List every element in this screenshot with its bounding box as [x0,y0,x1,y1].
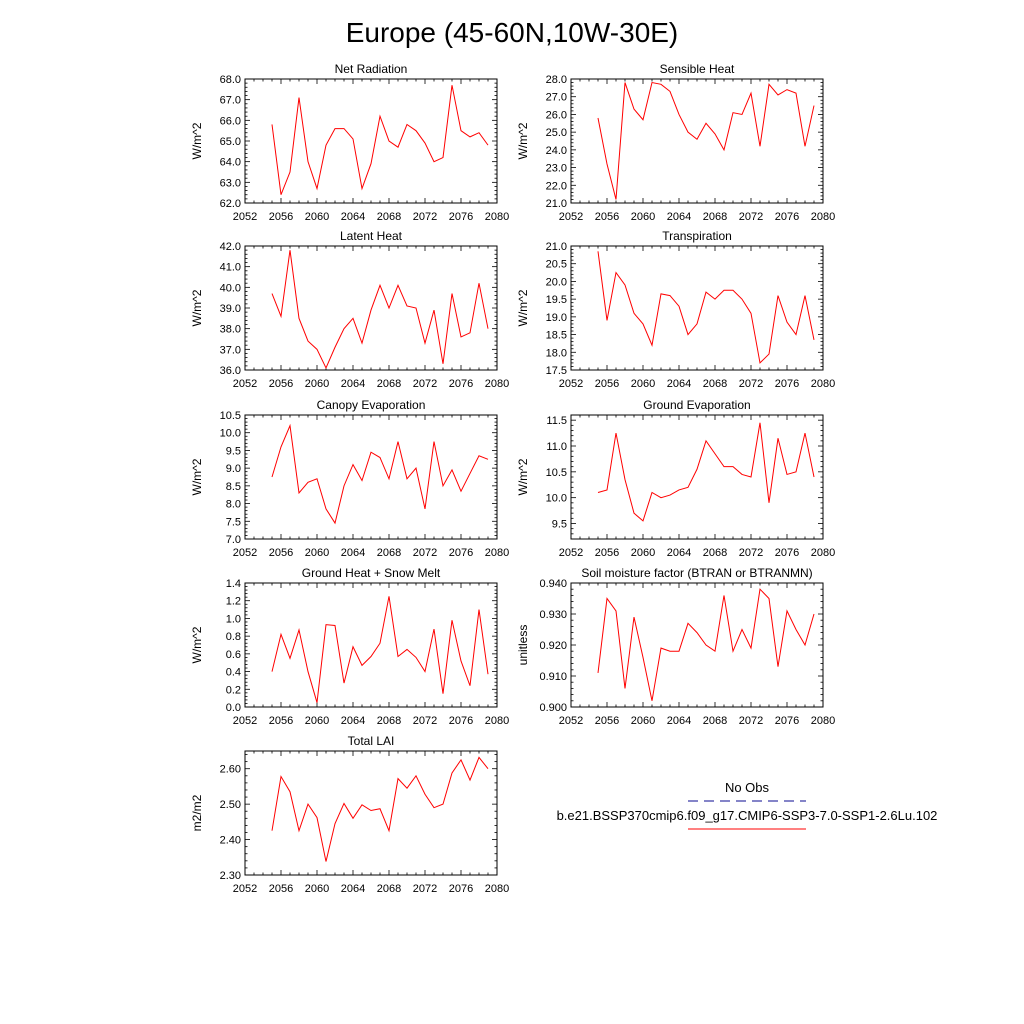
x-tick-label: 2056 [268,378,294,390]
y-tick-label: 19.0 [545,311,567,324]
x-tick-label: 2056 [268,883,294,895]
panel-title: Transpiration [662,229,732,243]
panel-ground-evaporation [516,398,835,559]
x-tick-label: 2052 [232,883,258,895]
x-tick-label: 2080 [810,211,836,223]
x-tick-label: 2080 [810,715,836,727]
x-tick-label: 2064 [340,883,366,895]
y-tick-label: 21.0 [545,198,567,210]
y-tick-label: 0.4 [225,666,241,679]
y-tick-label: 0.6 [225,648,241,661]
panel-title: Total LAI [347,734,395,748]
y-tick-label: 0.930 [539,609,567,621]
x-tick-label: 2080 [484,547,510,559]
y-tick-label: 18.5 [545,329,567,342]
x-tick-label: 2052 [232,715,258,727]
y-tick-label: 8.0 [225,498,241,511]
x-tick-label: 2068 [376,883,402,895]
series-line [598,251,814,363]
x-tick-label: 2076 [774,715,800,727]
y-tick-label: 1.4 [225,578,241,590]
plot-frame [245,246,497,370]
y-axis-label: W/m^2 [190,458,204,496]
x-tick-label: 2060 [630,211,656,223]
panel-title: Net Radiation [334,62,408,76]
plot-frame [245,79,497,203]
panel-grid [190,62,835,895]
y-tick-label: 37.0 [219,344,241,357]
x-tick-label: 2072 [412,883,438,895]
y-tick-label: 9.0 [225,463,241,476]
x-tick-label: 2056 [594,378,620,390]
x-tick-label: 2072 [412,378,438,390]
y-axis-label: W/m^2 [516,122,530,160]
series-line [272,85,488,195]
x-tick-label: 2076 [448,547,474,559]
y-axis-label: W/m^2 [190,626,204,664]
y-tick-label: 0.900 [539,702,567,714]
x-tick-label: 2060 [630,378,656,390]
y-tick-label: 9.5 [551,518,567,531]
y-tick-label: 36.0 [219,365,241,377]
y-tick-label: 20.0 [545,276,567,289]
x-tick-label: 2076 [448,715,474,727]
plot-frame [571,246,823,370]
x-tick-label: 2064 [340,211,366,223]
y-tick-label: 11.5 [546,415,567,428]
x-tick-label: 2052 [232,211,258,223]
x-tick-label: 2072 [738,547,764,559]
x-tick-label: 2068 [376,211,402,223]
x-tick-label: 2072 [738,715,764,727]
y-tick-label: 0.8 [225,631,241,644]
x-tick-label: 2064 [340,547,366,559]
y-tick-label: 2.50 [219,799,241,812]
x-tick-label: 2060 [630,715,656,727]
x-tick-label: 2064 [666,547,692,559]
plot-frame [571,79,823,203]
series-line [272,757,488,861]
y-tick-label: 0.940 [539,578,567,590]
x-tick-label: 2072 [412,547,438,559]
x-tick-label: 2068 [702,547,728,559]
x-tick-label: 2072 [412,715,438,727]
x-tick-label: 2060 [304,378,330,390]
y-axis-label: m2/m2 [190,794,204,832]
legend-case-label: b.e21.BSSP370cmip6.f09_g17.CMIP6-SSP3-7.0-SSP1-2.6Lu.102 [556,808,938,823]
legend-obs-label: No Obs [724,780,770,795]
y-tick-label: 10.5 [219,410,241,422]
y-tick-label: 65.0 [219,136,241,148]
series-line [598,423,814,521]
y-axis-label: W/m^2 [190,289,204,327]
x-tick-label: 2052 [558,211,584,223]
plot-frame [245,415,497,539]
x-tick-label: 2068 [702,715,728,727]
panel-canopy-evaporation [190,398,509,559]
y-axis-label: W/m^2 [190,122,204,160]
y-tick-label: 38.0 [219,323,241,336]
x-tick-label: 2064 [340,378,366,390]
x-tick-label: 2060 [304,715,330,727]
x-tick-label: 2056 [594,211,620,223]
panel-net-radiation [190,62,509,223]
panel-title: Ground Evaporation [643,398,751,412]
series-line [272,250,488,368]
x-tick-label: 2064 [666,211,692,223]
figure-title: Europe (45-60N,10W-30E) [345,17,679,48]
x-tick-label: 2052 [558,547,584,559]
x-tick-label: 2076 [774,211,800,223]
y-tick-label: 1.2 [225,595,241,608]
y-tick-label: 11.0 [546,441,567,453]
y-tick-label: 0.2 [225,684,241,697]
series-line [598,589,814,701]
x-tick-label: 2080 [484,378,510,390]
panel-title: Ground Heat + Snow Melt [301,566,441,580]
x-tick-label: 2076 [774,378,800,390]
y-tick-label: 17.5 [545,365,567,377]
y-tick-label: 2.30 [219,870,241,882]
x-tick-label: 2060 [304,211,330,223]
x-tick-label: 2060 [304,883,330,895]
x-tick-label: 2076 [448,211,474,223]
panel-title: Latent Heat [339,229,403,243]
x-tick-label: 2072 [738,378,764,390]
x-tick-label: 2064 [666,715,692,727]
x-tick-label: 2052 [232,547,258,559]
y-tick-label: 62.0 [219,198,241,210]
y-tick-label: 67.0 [219,94,241,107]
x-tick-label: 2076 [774,547,800,559]
y-tick-label: 2.60 [219,763,241,776]
series-line [598,83,814,200]
y-tick-label: 24.0 [545,144,567,157]
x-tick-label: 2052 [232,378,258,390]
x-tick-label: 2056 [268,211,294,223]
y-tick-label: 0.910 [539,671,567,683]
panel-sensible-heat [516,62,835,223]
panel-soil-moisture-factor-btran-or-btranmn [516,566,835,727]
plot-frame [245,583,497,707]
panel-title: Canopy Evaporation [316,398,426,412]
y-tick-label: 7.0 [225,534,241,546]
y-tick-label: 18.0 [545,347,567,360]
y-tick-label: 39.0 [219,303,241,315]
x-tick-label: 2068 [376,715,402,727]
x-tick-label: 2076 [448,378,474,390]
y-tick-label: 19.5 [545,294,567,307]
y-tick-label: 25.0 [545,127,567,140]
y-tick-label: 63.0 [219,177,241,190]
x-tick-label: 2068 [376,547,402,559]
x-tick-label: 2080 [484,211,510,223]
panel-title: Sensible Heat [659,62,735,76]
y-tick-label: 10.0 [545,492,567,505]
x-tick-label: 2080 [810,378,836,390]
y-tick-label: 66.0 [219,115,241,128]
y-tick-label: 2.40 [219,834,241,847]
legend [557,780,938,829]
plot-frame [245,751,497,875]
y-axis-label: W/m^2 [516,458,530,496]
x-tick-label: 2056 [594,715,620,727]
y-tick-label: 28.0 [545,74,567,86]
y-tick-label: 8.5 [225,480,241,493]
x-tick-label: 2076 [448,883,474,895]
y-tick-label: 64.0 [219,156,241,169]
y-tick-label: 20.5 [545,258,567,271]
y-tick-label: 26.0 [545,109,567,122]
x-tick-label: 2068 [376,378,402,390]
panel-ground-heat-snow-melt [190,566,509,727]
x-tick-label: 2080 [484,883,510,895]
y-tick-label: 23.0 [545,162,567,175]
y-tick-label: 22.0 [545,180,567,193]
y-tick-label: 1.0 [225,613,241,626]
series-line [272,596,488,702]
y-tick-label: 27.0 [545,91,567,104]
y-tick-label: 68.0 [219,74,241,86]
x-tick-label: 2052 [558,378,584,390]
y-tick-label: 40.0 [219,282,241,295]
x-tick-label: 2064 [666,378,692,390]
x-tick-label: 2056 [268,547,294,559]
y-tick-label: 10.5 [545,466,567,479]
y-axis-label: unitless [516,624,530,666]
x-tick-label: 2072 [738,211,764,223]
x-tick-label: 2080 [484,715,510,727]
panel-title: Soil moisture factor (BTRAN or BTRANMN) [581,566,813,580]
series-line [272,426,488,523]
y-tick-label: 41.0 [219,261,241,274]
x-tick-label: 2068 [702,378,728,390]
y-tick-label: 9.5 [225,445,241,458]
x-tick-label: 2072 [412,211,438,223]
panel-latent-heat [190,229,509,390]
x-tick-label: 2060 [304,547,330,559]
x-tick-label: 2068 [702,211,728,223]
x-tick-label: 2052 [558,715,584,727]
panel-total-lai [190,734,509,895]
x-tick-label: 2064 [340,715,366,727]
y-tick-label: 21.0 [545,241,567,253]
y-tick-label: 0.920 [539,640,567,652]
x-tick-label: 2056 [268,715,294,727]
x-tick-label: 2056 [594,547,620,559]
x-tick-label: 2080 [810,547,836,559]
y-tick-label: 7.5 [225,516,241,529]
x-tick-label: 2060 [630,547,656,559]
panel-transpiration [516,229,835,390]
y-tick-label: 0.0 [225,702,241,714]
y-axis-label: W/m^2 [516,289,530,327]
y-tick-label: 42.0 [219,241,241,253]
y-tick-label: 10.0 [219,427,241,440]
